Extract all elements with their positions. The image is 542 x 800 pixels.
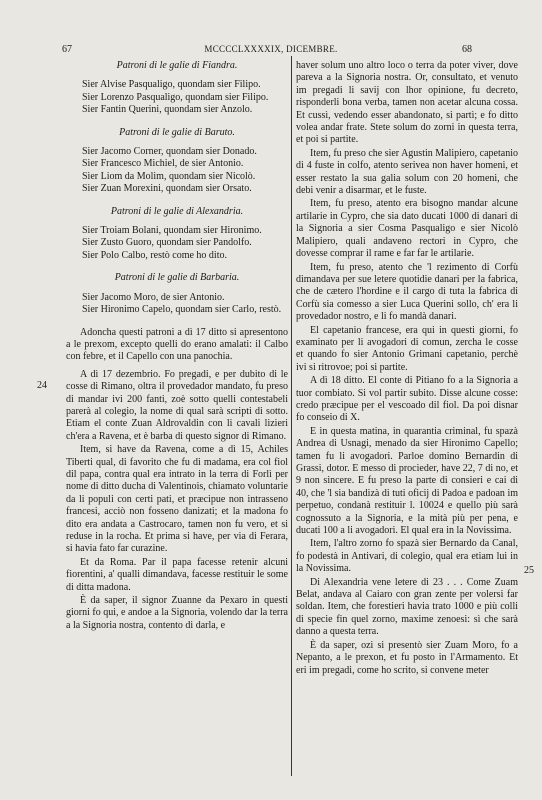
list-item: Sier Fantin Querini, quondam sier Anzolo. xyxy=(82,104,253,116)
list-item: Sier Polo Calbo, restò come ho dito. xyxy=(82,249,227,261)
list-item: Sier Lorenzo Pasqualigo, quondam sier Filipo. xyxy=(82,91,269,103)
paragraph: È da saper, il signor Zuanne da Pexaro in questi giorni fo qui, e andoe a la Signoria, volendo dar la terra a la Signoria nostra, contento di darla, e xyxy=(66,595,288,631)
paragraph: Item, l'altro zorno fo spazà sier Bernardo da Canal, fo podestà in Antivari, di colegio, qual era etiam lui in la Novissima. xyxy=(296,538,518,575)
name-list xyxy=(82,225,288,262)
list-item: Sier Jacomo Moro, de sier Antonio. xyxy=(82,291,225,303)
list-item: Sier Zuan Morexini, quondam sier Orsato. xyxy=(82,183,252,195)
paragraph: È da saper, ozi si presentò sier Zuam Moro, fo a Nepanto, a le prexon, et fu posto in l'Armamento. Et eri im pregadi, come ho scrito, si convene meter xyxy=(296,639,518,676)
section-heading: Patroni di le galie di Fiandra. xyxy=(116,60,238,71)
section-heading: Patroni di le galie di Baruto. xyxy=(119,126,235,138)
list-item: Sier Alvise Pasqualigo, quondam sier Filipo. xyxy=(82,79,261,91)
left-column xyxy=(66,60,288,633)
name-list xyxy=(82,146,288,196)
paragraph: haver solum uno altro loco o terra da poter viver, dove pareva a la Signoria nostra. Or, consultato, et venuto im pregadi li savij con lhor opinione, fu decreto, risponderli bona verba, tamen non acetar alcuna cossa. Et cussì, vedendo esser abandonato, si partì; e fo ditto volea andar frate. Stete solum do zorni in questa terra, et poi si partite. xyxy=(296,60,518,146)
paragraph: Adoncha questi patroni a dì 17 ditto si apresentono a le prexom, excepto quelli do erano amalati: il Calbo con febre, et il Capello con una panochia. xyxy=(66,326,288,363)
paragraph: Item, fu preso che sier Agustin Malipiero, capetanio di 4 fuste in colfo, atento serivea non haver homeni, et esser restato la sua galia solum con 20 homeni, che debi venir a disarmar, et le fuste. xyxy=(296,147,518,197)
name-list xyxy=(82,292,288,317)
paragraph: Item, fu preso, atento era bisogno mandar alcune artilarie in Cypro, che sia dato ducati 1000 di danari di la Signoria a sier Cosma Pasqualigo e sier Nicolò Malipiero, quali andaveno rectori in Cypro, che dovesse comprar il rame e far far le artilarie. xyxy=(296,198,518,260)
list-item: Sier Francesco Michiel, de sier Antonio. xyxy=(82,158,244,170)
list-item: Sier Liom da Molim, quondam sier Nicolò. xyxy=(82,170,256,182)
paragraph: A dì 18 ditto. El conte di Pitiano fo a la Signoria a tuor combiato. Si vol partir subito. Disse alcune cosse: credo præcipue per el vescoado dil fiol. Da poi disnar fo conseio di X. xyxy=(296,375,518,424)
right-column xyxy=(296,60,518,678)
page-number-left: 67 xyxy=(62,44,72,55)
paragraph: Di Alexandria vene letere di 23 . . . Come Zuam Belat, andava al Caiaro con gran zente per volersi far soldan. Item, che forestieri havia trato 1000 e più colli di specie fin quel zorno, maxime zenoesi: sì che sarà danno a questa terra. xyxy=(296,576,518,638)
name-list xyxy=(82,79,288,116)
section-heading: Patroni di le galie di Alexandria. xyxy=(110,205,244,217)
paragraph: Item, fu preso, atento che 'l rezimento di Corfù dimandava per sue letere quotidie danari per la fabrica, che de cætero l'hordine e il cargo di tuta la fabrica di Corfù sia comesso a sier Luca Querini sollo, ch' era li provedador nostro, e li fo mandà danari. xyxy=(296,261,518,323)
paragraph: Item, si have da Ravena, come a dì 15, Achiles Tiberti qual, di favorito che fu di madama, era col fiol dil papa, contra qual era intrato in la terra di Forlì per nome di ditto ducha di Valentinois, chiamato voluntarie da li populi con certi pati, et præcipue non intrasseno francesi, acciò non fosseno danizati; et la madona fo dito era andata a Castrocaro, tamen non fu vero, et si reduse in la rocha. Et prima si have, per via di Ferara, si havia fato far curazine. xyxy=(66,444,288,555)
paragraph: A dì 17 dezembrio. Fo pregadi, e per dubito di le cosse di Rimano, oltra il provedador mandato, fu preso di mandar ivi 200 fanti, zoè sotto quelli contestabeli parerà al colegio, la nome di qual sarà scripti di sotto. Etiam el conte Zuan Aldrovaldin con li cavali lizieri ch'era a Ravena, et è barba di questo signor di Rimano. xyxy=(66,368,288,442)
paragraph: El capetanio francese, era qui in questi giorni, fo examinato per li avogadori di comun, zercha le cosse et quando fo sier Antonio Grimani capetanio, perchè ivi si ritrovoe; poi si partite. xyxy=(296,324,518,373)
list-item: Sier Zusto Guoro, quondam sier Pandolfo. xyxy=(82,237,252,249)
paragraph: E in questa matina, in quarantia criminal, fu spazà Andrea di Usnagi, menado da sier Hironimo Capello; tamen fu li avogadori. Parloe domino Bernardin di Grassi, dotor. E messo di procieder, have 22, 7 di no, et 9 non sincere. E fu preso la parte di consieri e cai di 40, che 'l sia bandizà di tuti oficij di Padoa e padoan im perpetuo, condanà restituir l. 10024 e quello più sarà cognossuto a la Signoria, e la mità più per pena, e ducati 100 a li avogadori. El qual era in la Novissima. xyxy=(296,425,518,537)
list-item: Sier Jacomo Corner, quondam sier Donado. xyxy=(82,146,257,158)
margin-number-right: 25 xyxy=(524,565,534,576)
section-heading: Patroni di le galie di Barbaria. xyxy=(114,272,240,284)
running-title: MCCCCLXXXXIX, DICEMBRE. xyxy=(204,44,338,54)
list-item: Sier Hironimo Capelo, quondam sier Carlo, restò. xyxy=(82,304,282,316)
paragraph: Et da Roma. Par il papa facesse retenir alcuni fiorentini, a' qualli dimandava, facesse restituir le some di ditta madona. xyxy=(66,556,288,593)
column-divider xyxy=(291,56,292,776)
list-item: Sier Troiam Bolani, quondam sier Hironimo. xyxy=(82,225,262,237)
margin-number-left: 24 xyxy=(37,380,47,391)
page-number-right: 68 xyxy=(462,44,472,55)
